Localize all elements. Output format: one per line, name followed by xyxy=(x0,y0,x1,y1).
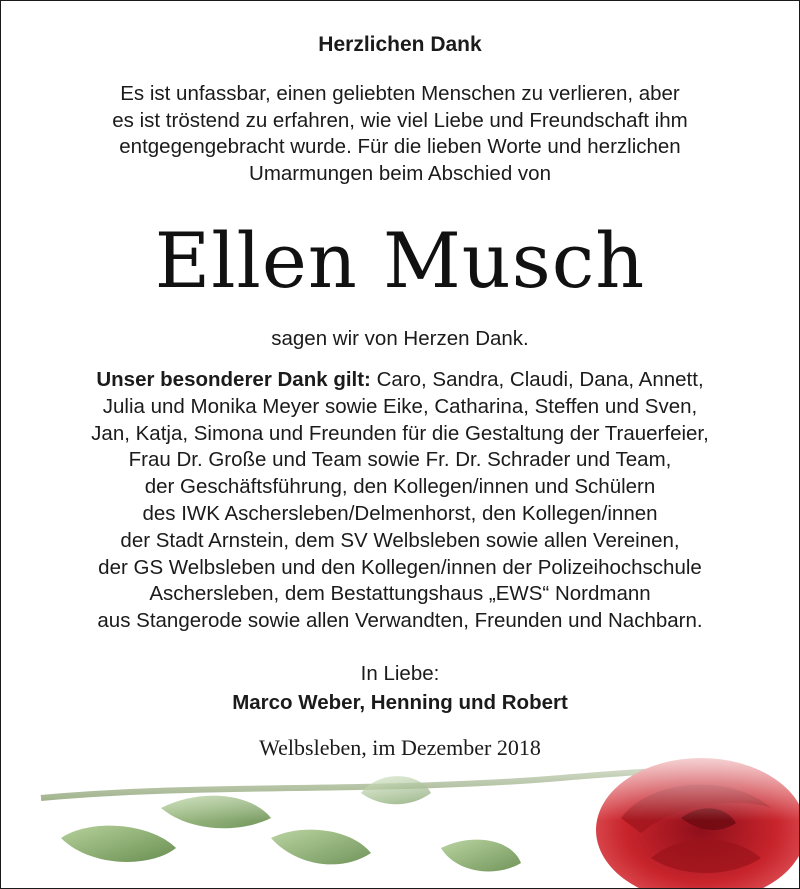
thanks-first-rest: Caro, Sandra, Claudi, Dana, Annett, xyxy=(370,368,704,391)
thanks-line: der Geschäftsführung, den Kollegen/innen und Schülern xyxy=(144,475,656,499)
in-love-label: In Liebe: xyxy=(360,662,440,685)
signers: Marco Weber, Henning und Robert xyxy=(232,691,568,714)
thanks-line: Julia und Monika Meyer sowie Eike, Catharina, Steffen und Sven, xyxy=(102,394,698,418)
place-date: Welbsleben, im Dezember 2018 xyxy=(259,735,541,760)
thanks-line: der Stadt Arnstein, dem SV Welbsleben sowie allen Vereinen, xyxy=(120,528,680,552)
thanks-line: Jan, Katja, Simona und Freunden für die Gestaltung der Trauerfeier, xyxy=(91,421,709,445)
thanks-line: Frau Dr. Große und Team sowie Fr. Dr. Schrader und Team, xyxy=(128,448,672,472)
thanks-line: Aschersleben, dem Bestattungshaus „EWS“ Nordmann xyxy=(149,582,651,606)
intro-line: entgegengebracht wurde. Für die lieben Worte und herzlichen xyxy=(119,135,681,158)
thanks-line: des IWK Aschersleben/Delmenhorst, den Kollegen/innen xyxy=(142,501,658,525)
thanks-text xyxy=(21,367,779,635)
intro-line: Umarmungen beim Abschied von xyxy=(249,161,551,185)
intro-text xyxy=(41,81,759,187)
subline: sagen wir von Herzen Dank. xyxy=(271,327,529,350)
intro-line: Es ist unfassbar, einen geliebten Menschen zu verlieren, aber xyxy=(120,82,680,105)
thanks-line xyxy=(21,367,779,394)
thanks-lead: Unser besonderer Dank gilt: xyxy=(96,368,371,391)
heading: Herzlichen Dank xyxy=(318,33,482,56)
intro-line: es ist tröstend zu erfahren, wie viel Liebe und Freundschaft ihm xyxy=(112,108,688,132)
thanks-line: der GS Welbsleben und den Kollegen/innen der Polizeihochschule xyxy=(98,555,702,579)
deceased-name: Ellen Musch xyxy=(154,216,646,305)
thanks-line: aus Stangerode sowie allen Verwandten, Freunden und Nachbarn. xyxy=(97,609,703,633)
